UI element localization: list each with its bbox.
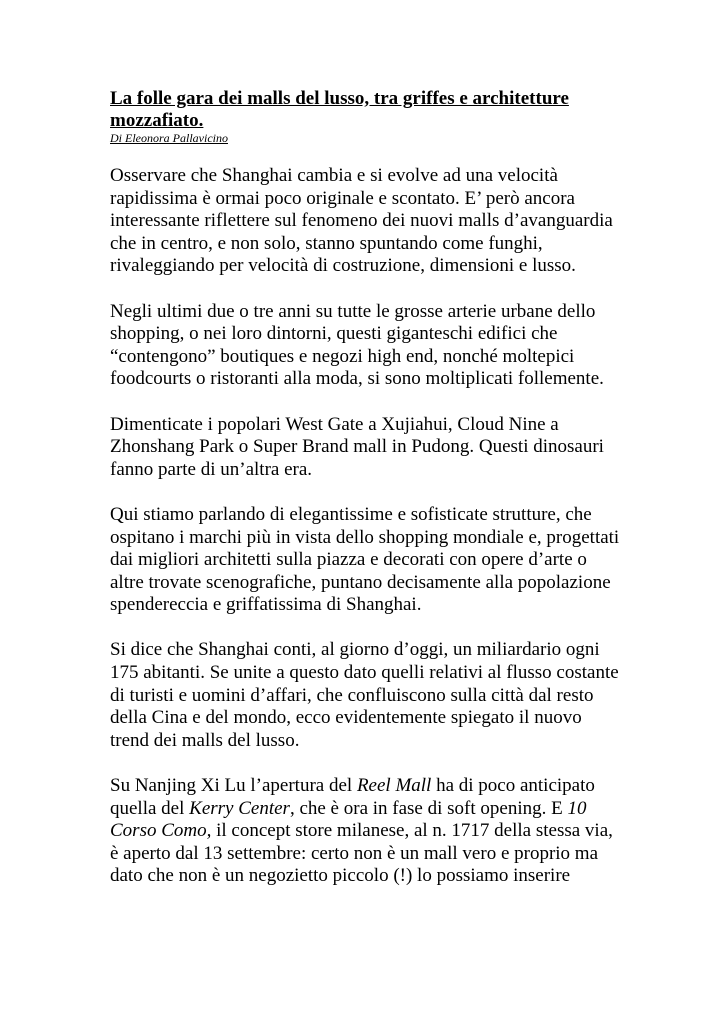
paragraph-6-text-3: , che è ora in fase di soft opening. E xyxy=(289,797,568,819)
paragraph-6-text-1: Su Nanjing Xi Lu l’apertura del xyxy=(110,775,357,797)
kerry-center-name: Kerry Center xyxy=(189,797,290,819)
paragraph-6-text-2: ha di poco anticipato quella del xyxy=(110,775,595,819)
paragraph-2: Negli ultimi due o tre anni su tutte le grosse arterie urbane dello shopping, o nei loro dintorni, questi giganteschi edifici che “contengono” boutiques e negozi high end, nonché moltepici foodcourts o ristoranti alla moda, si sono moltiplicati follemente. xyxy=(110,300,604,390)
paragraph-1: Osservare che Shanghai cambia e si evolve ad una velocità rapidissima è ormai poco originale e scontato. E’ però ancora interessante riflettere sul fenomeno dei nuovi malls d’avanguardia che in centro, e non solo, stanno spuntando come funghi, rivaleggiando per velocità di costruzione, dimensioni e lusso. xyxy=(110,165,613,277)
article-title: La folle gara dei malls del lusso, tra griffes e architetture mozzafiato. xyxy=(110,88,569,131)
article-byline: Di Eleonora Pallavicino xyxy=(110,131,228,145)
paragraph-5: Si dice che Shanghai conti, al giorno d’oggi, un miliardario ogni 175 abitanti. Se unite a questo dato quelli relativi al flusso costante di turisti e uomini d’affari, che confluiscono sulla città dal resto della Cina e del mondo, ecco evidentemente spiegato il nuovo trend dei malls del lusso. xyxy=(110,639,619,751)
paragraph-3: Dimenticate i popolari West Gate a Xujiahui, Cloud Nine a Zhonshang Park o Super Brand mall in Pudong. Questi dinosauri fanno parte di un’altra era. xyxy=(110,413,604,480)
paragraph-4: Qui stiamo parlando di elegantissime e sofisticate strutture, che ospitano i marchi più in vista dello shopping mondiale e, progettati dai migliori architetti sulla piazza e decorati con opere d’arte o altre trovate scenografiche, puntano decisamente alla popolazione spendereccia e griffatissima di Shanghai. xyxy=(110,503,620,616)
document-page xyxy=(110,88,620,911)
paragraph-6 xyxy=(110,775,620,888)
corso-como-name: 10 Corso Como, xyxy=(110,797,587,842)
reel-mall-name: Reel Mall xyxy=(356,775,432,797)
paragraph-6-text-4: il concept store milanese, al n. 1717 della stessa via, è aperto dal 13 settembre: certo non è un mall vero e proprio ma dato che non è un negozietto piccolo (!) lo possiamo inserire xyxy=(110,820,613,887)
